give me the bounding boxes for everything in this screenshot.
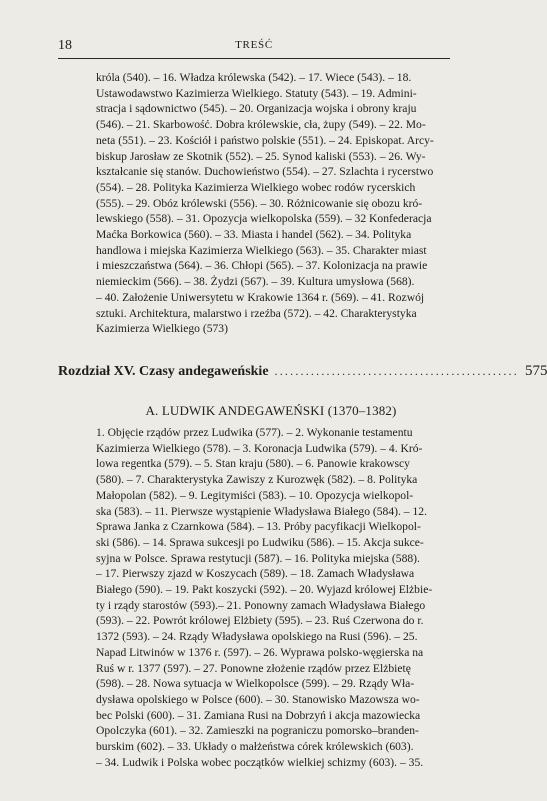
text-line: lewskiego (558). – 31. Opozycja wielkopolska (559). – 32 Konfederacja [96,212,432,226]
text-line: kształcanie się stanów. Duchowieństwo (554). – 27. Szlachta i rycerstwo [96,165,434,179]
text-line: dysława opolskiego w Polsce (600). – 30. Stanowisko Mazowsza wo- [96,692,420,706]
text-line: lowa regentka (579). – 5. Stan kraju (580). – 6. Panowie krakowscy [96,457,410,471]
text-line: Opolczyka (601). – 32. Zamieszki na pograniczu pomorsko–branden- [96,724,419,738]
text-line: – 40. Założenie Uniwersytetu w Krakowie 1364 r. (569). – 41. Rozwój [96,290,425,304]
text-line: (598). – 28. Nowa sytuacja w Wielkopolsce (599). – 29. Rządy Wła- [96,677,415,691]
text-line: Małopolan (582). – 9. Legitymiści (583). – 10. Opozycja wielkopol- [96,488,414,502]
text-line: (554). – 28. Polityka Kazimierza Wielkiego wobec rodów rycerskich [96,180,416,194]
chapter-toc-entry [58,363,547,385]
text-line: Maćka Borkowica (560). – 33. Miasta i handel (562). – 34. Polityka [96,228,412,242]
text-line: 1. Objęcie rządów przez Ludwika (577). – 2. Wykonanie testamentu [96,426,413,439]
text-line: króla (540). – 16. Władza królewska (542). – 17. Wiece (543). – 18. [96,71,412,84]
text-line: – 34. Ludwik i Polska wobec początków wielkiej schizmy (603). – 35. [96,755,424,769]
text-line: ty i rządy starostów (593).– 21. Ponowny zamach Władysława Białego [96,598,426,612]
text-line: (546). – 21. Skarbowość. Dobra królewskie, cła, żupy (549). – 22. Mo- [96,118,426,132]
text-line: handlowa i miejska Kazimierza Wielkiego (563). – 35. Charakter miast [96,243,427,257]
text-line: (555). – 29. Obóz królewski (556). – 30. Różnicowanie się obozu kró- [96,196,423,210]
chapter-title: Rozdział XV. Czasy andegaweńskie [58,364,269,379]
text-line: Białego (590). – 19. Pakt koszycki (592). – 20. Wyjazd królowej Elżbie- [96,583,433,597]
text-line: niemieckim (566). – 38. Żydzi (567). – 39. Kultura umysłowa (568). [96,275,415,289]
text-line: i mieszczaństwa (564). – 36. Chłopi (565). – 37. Kolonizacja na prawie [96,259,428,273]
text-line: (580). – 7. Charakterystyka Zawiszy z Kurozwęk (582). – 8. Polityka [96,473,418,487]
text-line: neta (551). – 23. Kościół i państwo polskie (551). – 24. Episkopat. Arcy- [96,133,434,147]
text-line: stracja i sądownictwo (545). – 20. Organizacja wojska i obrony kraju [96,102,417,116]
text-line: syjna w Polsce. Sprawa restytucji (587). – 16. Polityka miejska (588). [96,551,420,565]
text-line: ska (583). – 11. Pierwsze wystąpienie Władysława Białego (584). – 12. [96,504,427,518]
text-line: Ruś w r. 1377 (597). – 27. Ponowne złożenie rządów przez Elżbietę [96,661,411,675]
text-line: Sprawa Janka z Czarnkowa (584). – 13. Próby pacyfikacji Wielkopol- [96,520,421,534]
text-line: ski (586). – 14. Sprawa sukcesji po Ludwiku (586). – 15. Akcja sukce- [96,535,424,549]
contents-paragraph-previous-chapter [96,70,446,337]
text-line: Ustawodawstwo Kazimierza Wielkiego. Statuty (543). – 19. Admini- [96,86,417,100]
text-line: biskup Jarosław ze Skotnik (552). – 25. Synod kaliski (553). – 26. Wy- [96,149,426,163]
text-line: Kazimierza Wielkiego (573) [96,322,228,336]
text-line: Napad Litwinów w 1376 r. (597). – 26. Wyprawa polsko-węgierska na [96,645,424,659]
text-line: bec Polski (600). – 31. Zamiana Rusi na Dobrzyń i akcja mazowiecka [96,708,421,722]
text-line: – 17. Pierwszy zjazd w Koszycach (589). – 18. Zamach Władysława [96,567,415,581]
text-line: 1372 (593). – 24. Rządy Władysława opolskiego na Rusi (596). – 25. [96,630,418,644]
text-line: (593). – 22. Powrót królowej Elżbiety (595). – 23. Ruś Czerwona do r. [96,614,424,628]
running-head: TREŚĆ [235,39,273,51]
dot-leader: ............................................... [274,364,519,378]
page-header [58,38,450,59]
text-line: sztuki. Architektura, malarstwo i rzeźba (572). – 42. Charakterystyka [96,306,417,320]
contents-paragraph-section-a [96,425,446,770]
text-line: Kazimierza Wielkiego (578). – 3. Koronacja Ludwika (579). – 4. Kró- [96,441,423,455]
text-line: burskim (602). – 33. Układy o małżeństwa córek królewskich (603). [96,740,414,754]
page-number: 18 [58,38,72,53]
section-heading: A. LUDWIK ANDEGAWEŃSKI (1370–1382) [145,403,397,418]
chapter-page-number: 575 [524,363,547,379]
